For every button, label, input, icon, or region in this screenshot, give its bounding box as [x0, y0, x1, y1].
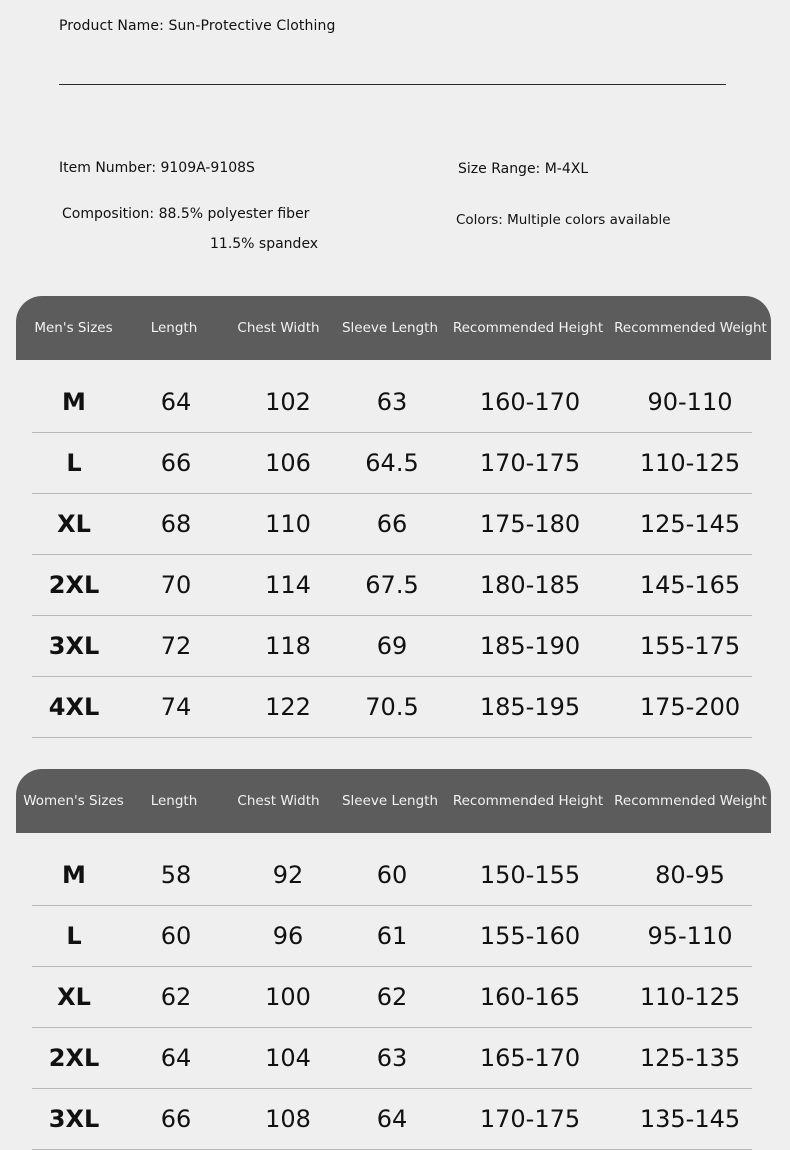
header-recommended-height: Recommended Height: [452, 793, 604, 809]
table-row: [32, 1089, 752, 1150]
length-cell: 58: [160, 861, 192, 889]
recommended-height-cell: 155-160: [479, 922, 581, 950]
sleeve-length-cell: 64.5: [365, 449, 419, 477]
composition-secondary: 11.5% spandex: [210, 236, 319, 252]
sleeve-length-cell: 70.5: [365, 693, 419, 721]
table-row: [32, 494, 752, 555]
size-cell: 2XL: [48, 571, 100, 599]
table-row: [32, 845, 752, 906]
header-length: Length: [150, 793, 198, 809]
recommended-weight-cell: 125-145: [639, 510, 741, 538]
header-chest-width: Chest Width: [237, 320, 320, 336]
chest-width-cell: 96: [272, 922, 304, 950]
sleeve-length-cell: 63: [376, 388, 408, 416]
header-recommended-height: Recommended Height: [452, 320, 604, 336]
sleeve-length-cell: 60: [376, 861, 408, 889]
size-cell: XL: [57, 983, 91, 1011]
men-table-header: [16, 296, 771, 360]
recommended-height-cell: 165-170: [479, 1044, 581, 1072]
table-row: [32, 967, 752, 1028]
recommended-weight-cell: 80-95: [655, 861, 725, 889]
sleeve-length-cell: 69: [376, 632, 408, 660]
table-row: [32, 616, 752, 677]
length-cell: 68: [160, 510, 192, 538]
recommended-height-cell: 170-175: [479, 449, 581, 477]
chest-width-cell: 92: [272, 861, 304, 889]
chest-width-cell: 108: [265, 1105, 311, 1133]
chest-width-cell: 110: [265, 510, 311, 538]
recommended-weight-cell: 145-165: [639, 571, 741, 599]
recommended-height-cell: 185-195: [479, 693, 581, 721]
item-number: Item Number: 9109A-9108S: [59, 160, 255, 176]
sleeve-length-cell: 66: [376, 510, 408, 538]
men-table-body: [32, 372, 752, 738]
length-cell: 66: [160, 1105, 192, 1133]
sleeve-length-cell: 67.5: [365, 571, 419, 599]
size-cell: L: [66, 449, 82, 477]
recommended-height-cell: 185-190: [479, 632, 581, 660]
recommended-weight-cell: 155-175: [639, 632, 741, 660]
recommended-height-cell: 150-155: [479, 861, 581, 889]
recommended-height-cell: 175-180: [479, 510, 581, 538]
table-row: [32, 906, 752, 967]
recommended-weight-cell: 110-125: [639, 983, 741, 1011]
size-cell: 3XL: [48, 1105, 100, 1133]
length-cell: 64: [160, 1044, 192, 1072]
header-sizes: Women's Sizes: [23, 793, 124, 809]
table-row: [32, 433, 752, 494]
length-cell: 72: [160, 632, 192, 660]
size-cell: 4XL: [48, 693, 100, 721]
chest-width-cell: 114: [265, 571, 311, 599]
size-cell: 2XL: [48, 1044, 100, 1072]
size-cell: 3XL: [48, 632, 100, 660]
women-table-header: [16, 769, 771, 833]
sleeve-length-cell: 61: [376, 922, 408, 950]
recommended-weight-cell: 95-110: [647, 922, 733, 950]
recommended-weight-cell: 175-200: [639, 693, 741, 721]
chest-width-cell: 106: [265, 449, 311, 477]
recommended-weight-cell: 90-110: [647, 388, 733, 416]
length-cell: 74: [160, 693, 192, 721]
header-sleeve-length: Sleeve Length: [341, 320, 439, 336]
chest-width-cell: 122: [265, 693, 311, 721]
size-cell: XL: [57, 510, 91, 538]
recommended-height-cell: 160-165: [479, 983, 581, 1011]
sleeve-length-cell: 62: [376, 983, 408, 1011]
header-length: Length: [150, 320, 198, 336]
table-row: [32, 677, 752, 738]
recommended-height-cell: 180-185: [479, 571, 581, 599]
table-row: [32, 555, 752, 616]
women-table-body: [32, 845, 752, 1150]
header-sleeve-length: Sleeve Length: [341, 793, 439, 809]
sleeve-length-cell: 64: [376, 1105, 408, 1133]
product-name: Product Name: Sun-Protective Clothing: [59, 18, 336, 34]
length-cell: 64: [160, 388, 192, 416]
chest-width-cell: 102: [265, 388, 311, 416]
table-row: [32, 372, 752, 433]
size-cell: L: [66, 922, 82, 950]
header-recommended-weight: Recommended Weight: [614, 793, 767, 809]
chest-width-cell: 118: [265, 632, 311, 660]
header-recommended-weight: Recommended Weight: [614, 320, 767, 336]
size-cell: M: [62, 861, 86, 889]
colors-info: Colors: Multiple colors available: [456, 212, 671, 228]
recommended-height-cell: 160-170: [479, 388, 581, 416]
size-range: Size Range: M-4XL: [458, 161, 589, 177]
recommended-weight-cell: 135-145: [639, 1105, 741, 1133]
size-cell: M: [62, 388, 86, 416]
chest-width-cell: 104: [265, 1044, 311, 1072]
recommended-weight-cell: 110-125: [639, 449, 741, 477]
length-cell: 66: [160, 449, 192, 477]
composition: Composition: 88.5% polyester fiber: [62, 206, 310, 222]
recommended-weight-cell: 125-135: [639, 1044, 741, 1072]
recommended-height-cell: 170-175: [479, 1105, 581, 1133]
divider: [59, 84, 726, 85]
length-cell: 62: [160, 983, 192, 1011]
length-cell: 70: [160, 571, 192, 599]
length-cell: 60: [160, 922, 192, 950]
header-chest-width: Chest Width: [237, 793, 320, 809]
table-row: [32, 1028, 752, 1089]
chest-width-cell: 100: [265, 983, 311, 1011]
header-sizes: Men's Sizes: [34, 320, 113, 336]
sleeve-length-cell: 63: [376, 1044, 408, 1072]
